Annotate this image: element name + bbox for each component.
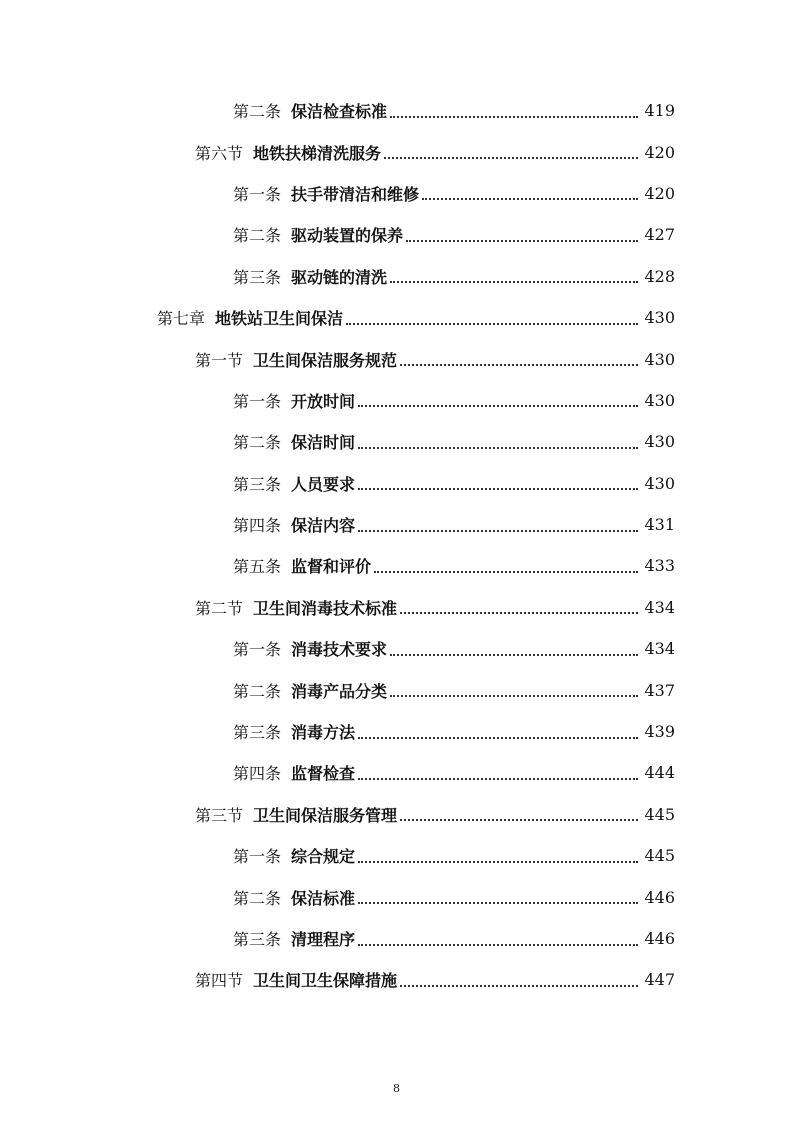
toc-entry-label: 第二条 — [233, 681, 282, 701]
dot-leader — [406, 224, 638, 242]
dot-leader — [358, 472, 638, 490]
toc-entry-title: 监督检查 — [291, 764, 356, 784]
toc-entry-title: 保洁标准 — [291, 888, 356, 908]
page-number: 8 — [393, 1082, 400, 1095]
toc-entry[interactable] — [0, 421, 793, 462]
toc-entry[interactable] — [0, 214, 793, 255]
toc-entry-title: 驱动装置的保养 — [291, 226, 404, 246]
toc-entry-title: 扶手带清洁和维修 — [291, 184, 420, 204]
dot-leader — [358, 886, 638, 904]
dot-leader — [390, 265, 638, 283]
toc-entry-label: 第三条 — [233, 267, 282, 287]
dot-leader — [422, 182, 638, 200]
toc-entry-page: 430 — [644, 432, 675, 452]
toc-entry-label: 第七章 — [157, 309, 206, 329]
toc-entry-title: 保洁检查标准 — [291, 102, 388, 122]
toc-entry-title: 卫生间卫生保障措施 — [253, 971, 398, 991]
toc-entry-label: 第二节 — [195, 598, 244, 618]
toc-entry-label: 第一条 — [233, 184, 282, 204]
toc-entry[interactable] — [0, 918, 793, 959]
toc-entry-page: 439 — [644, 722, 675, 742]
dot-leader — [390, 679, 638, 697]
toc-entry-label: 第三条 — [233, 474, 282, 494]
dot-leader — [384, 141, 638, 159]
toc-entry-label: 第四条 — [233, 516, 282, 536]
toc-entry[interactable] — [0, 297, 793, 338]
toc-entry[interactable] — [0, 463, 793, 504]
toc-entry-page: 433 — [644, 556, 675, 576]
toc-entry-title: 卫生间保洁服务管理 — [253, 805, 398, 825]
dot-leader — [358, 514, 638, 532]
dot-leader — [346, 307, 638, 325]
toc-entry-title: 消毒产品分类 — [291, 681, 388, 701]
dot-leader — [358, 721, 638, 739]
toc-entry-label: 第二条 — [233, 226, 282, 246]
toc-entry[interactable] — [0, 131, 793, 172]
toc-entry-label: 第四条 — [233, 764, 282, 784]
toc-entry[interactable] — [0, 876, 793, 917]
toc-entry-page: 430 — [644, 473, 675, 493]
dot-leader — [358, 389, 638, 407]
toc-entry-label: 第一条 — [233, 391, 282, 411]
toc-entry-page: 434 — [644, 597, 675, 617]
toc-entry-title: 卫生间消毒技术标准 — [253, 598, 398, 618]
toc-entry-title: 地铁站卫生间保洁 — [215, 309, 344, 329]
toc-entry-label: 第三条 — [233, 930, 282, 949]
dot-leader — [374, 555, 638, 573]
toc-entry-title: 驱动链的清洗 — [291, 267, 388, 287]
toc-entry-page: 444 — [644, 763, 675, 783]
toc-entry[interactable] — [0, 380, 793, 421]
toc-entry[interactable] — [0, 256, 793, 297]
dot-leader — [358, 762, 638, 780]
toc-entry-page: 419 — [644, 101, 675, 121]
toc-entry-page: 446 — [644, 887, 675, 907]
toc-entry-page: 427 — [644, 225, 675, 245]
toc-entry-label: 第四节 — [195, 971, 244, 991]
toc-entry-label: 第六节 — [195, 143, 244, 163]
toc-entry[interactable] — [0, 504, 793, 545]
table-of-contents — [0, 90, 793, 1001]
toc-entry-page: 445 — [644, 846, 675, 866]
dot-leader — [358, 431, 638, 449]
dot-leader — [400, 803, 638, 821]
toc-entry-label: 第一节 — [195, 350, 244, 370]
dot-leader — [400, 348, 638, 366]
toc-entry-label: 第五条 — [233, 557, 282, 577]
toc-entry-title: 保洁内容 — [291, 516, 356, 536]
toc-entry[interactable] — [0, 587, 793, 628]
toc-entry-label: 第二条 — [233, 102, 282, 122]
toc-entry[interactable] — [0, 545, 793, 586]
toc-entry-title: 地铁扶梯清洗服务 — [253, 143, 382, 163]
dot-leader — [400, 596, 638, 614]
toc-entry-page: 447 — [644, 970, 675, 990]
toc-entry-page: 430 — [644, 349, 675, 369]
toc-entry-page: 437 — [644, 680, 675, 700]
toc-entry[interactable] — [0, 711, 793, 752]
toc-entry[interactable] — [0, 752, 793, 793]
toc-entry-title: 人员要求 — [291, 474, 356, 494]
toc-entry-label: 第一条 — [233, 640, 282, 660]
toc-entry-page: 420 — [644, 183, 675, 203]
toc-entry-page: 430 — [644, 390, 675, 410]
dot-leader — [358, 928, 638, 946]
toc-entry-label: 第二条 — [233, 433, 282, 453]
toc-entry[interactable] — [0, 90, 793, 131]
toc-entry[interactable] — [0, 628, 793, 669]
toc-entry-title: 卫生间保洁服务规范 — [253, 350, 398, 370]
toc-entry-page: 446 — [644, 929, 675, 948]
toc-entry-title: 消毒技术要求 — [291, 640, 388, 660]
toc-entry-page: 445 — [644, 804, 675, 824]
toc-entry-title: 清理程序 — [291, 930, 356, 949]
toc-entry-title: 监督和评价 — [291, 557, 372, 577]
dot-leader — [400, 969, 638, 987]
toc-entry[interactable] — [0, 669, 793, 710]
toc-entry-label: 第三节 — [195, 805, 244, 825]
toc-entry-title: 保洁时间 — [291, 433, 356, 453]
toc-entry-label: 第二条 — [233, 888, 282, 908]
toc-entry-title: 开放时间 — [291, 391, 356, 411]
toc-entry-label: 第一条 — [233, 847, 282, 867]
toc-entry-page: 420 — [644, 142, 675, 162]
toc-entry-page: 434 — [644, 639, 675, 659]
toc-entry-page: 430 — [644, 308, 675, 328]
dot-leader — [390, 638, 638, 656]
toc-entry[interactable] — [0, 338, 793, 379]
toc-entry[interactable] — [0, 959, 793, 1000]
toc-entry[interactable] — [0, 835, 793, 876]
toc-entry[interactable] — [0, 794, 793, 835]
toc-entry-title: 消毒方法 — [291, 723, 356, 743]
toc-entry-page: 431 — [644, 515, 675, 535]
toc-entry-title: 综合规定 — [291, 847, 356, 867]
toc-entry-page: 428 — [644, 266, 675, 286]
toc-entry[interactable] — [0, 173, 793, 214]
dot-leader — [390, 100, 638, 118]
toc-entry-label: 第三条 — [233, 723, 282, 743]
dot-leader — [358, 845, 638, 863]
